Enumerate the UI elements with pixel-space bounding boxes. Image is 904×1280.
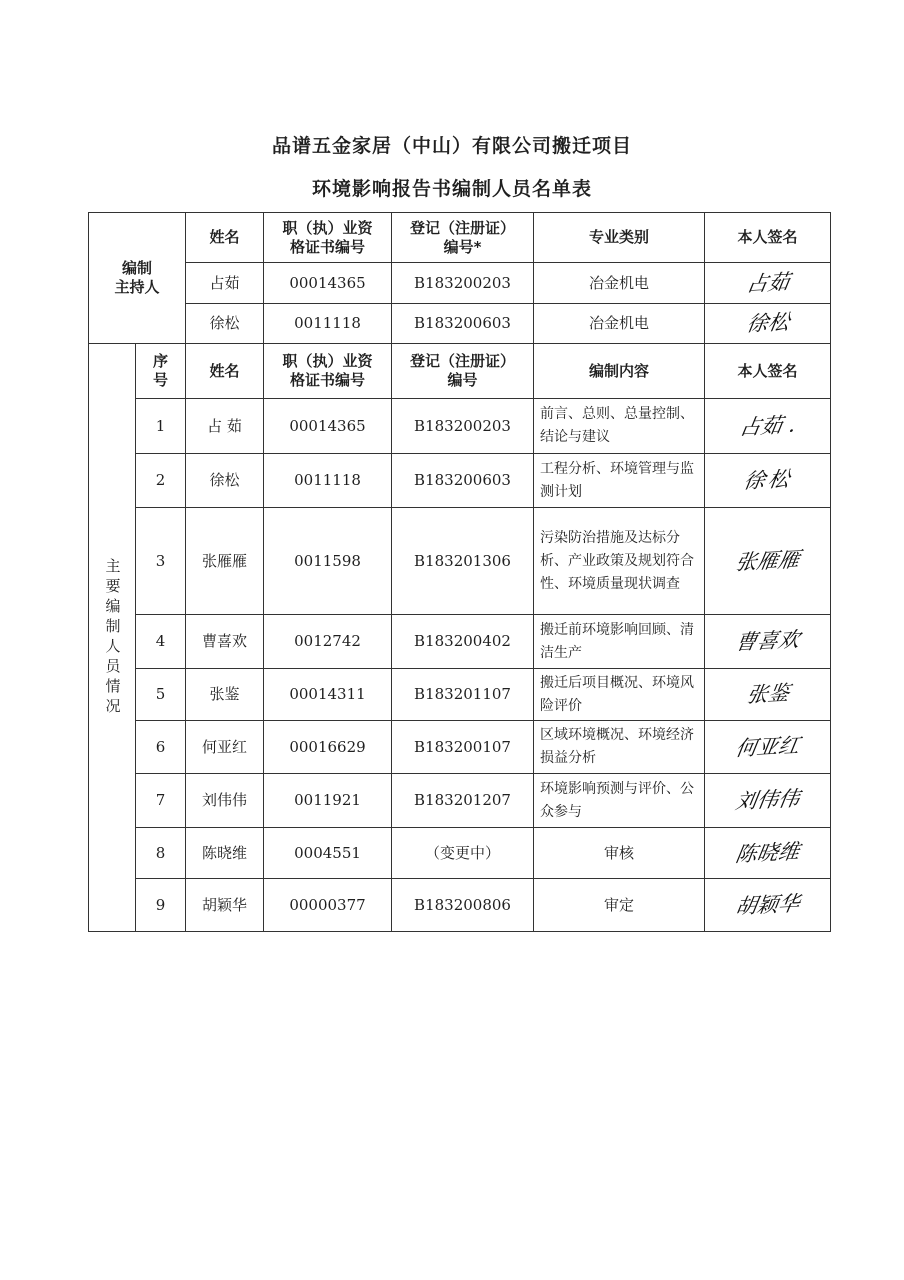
- staff-row: [89, 828, 831, 879]
- personnel-table: [88, 212, 831, 932]
- header-category: 专业类别: [534, 213, 705, 263]
- host-row: [89, 304, 831, 344]
- staff-cert: 00000377: [264, 879, 392, 932]
- host-signature: 徐松: [705, 304, 831, 344]
- host-category: 冶金机电: [534, 263, 705, 304]
- hosts-header-row: [89, 213, 831, 263]
- staff-cert: 0012742: [264, 615, 392, 669]
- header-name: 姓名: [186, 344, 264, 399]
- staff-seq: 2: [136, 454, 186, 508]
- header-signature: 本人签名: [705, 344, 831, 399]
- staff-name: 陈晓维: [186, 828, 264, 879]
- staff-row: [89, 454, 831, 508]
- staff-seq: 6: [136, 721, 186, 774]
- staff-reg: B183201207: [392, 774, 534, 828]
- staff-name: 何亚红: [186, 721, 264, 774]
- staff-section-label: 主要编制人员情况: [89, 344, 136, 932]
- host-name: 占茹: [186, 263, 264, 304]
- staff-row: [89, 399, 831, 454]
- staff-cert: 00014365: [264, 399, 392, 454]
- staff-reg: B183201306: [392, 508, 534, 615]
- staff-reg: （变更中）: [392, 828, 534, 879]
- header-content: 编制内容: [534, 344, 705, 399]
- staff-signature: 曹喜欢: [705, 615, 831, 669]
- staff-name: 徐松: [186, 454, 264, 508]
- staff-row: [89, 774, 831, 828]
- staff-cert: 00014311: [264, 669, 392, 721]
- staff-content: 环境影响预测与评价、公众参与: [534, 774, 705, 828]
- staff-content: 区域环境概况、环境经济损益分析: [534, 721, 705, 774]
- staff-signature: 胡颖华: [705, 879, 831, 932]
- host-category: 冶金机电: [534, 304, 705, 344]
- host-cert: 0011118: [264, 304, 392, 344]
- staff-signature: 陈晓维: [705, 828, 831, 879]
- staff-name: 曹喜欢: [186, 615, 264, 669]
- staff-content: 审核: [534, 828, 705, 879]
- host-row: [89, 263, 831, 304]
- staff-reg: B183200603: [392, 454, 534, 508]
- staff-cert: 0011921: [264, 774, 392, 828]
- staff-content: 审定: [534, 879, 705, 932]
- staff-content: 搬迁后项目概况、环境风险评价: [534, 669, 705, 721]
- staff-seq: 4: [136, 615, 186, 669]
- staff-reg: B183200203: [392, 399, 534, 454]
- staff-name: 胡颖华: [186, 879, 264, 932]
- host-reg: B183200603: [392, 304, 534, 344]
- hosts-section-label: 编制 主持人: [89, 213, 186, 344]
- staff-seq: 5: [136, 669, 186, 721]
- staff-reg: B183200402: [392, 615, 534, 669]
- header-name: 姓名: [186, 213, 264, 263]
- header-cert: 职（执）业资 格证书编号: [264, 213, 392, 263]
- staff-reg: B183200107: [392, 721, 534, 774]
- staff-row: [89, 508, 831, 615]
- staff-signature: 张鉴: [705, 669, 831, 721]
- staff-seq: 3: [136, 508, 186, 615]
- header-reg: 登记（注册证） 编号*: [392, 213, 534, 263]
- staff-name: 张雁雁: [186, 508, 264, 615]
- staff-name: 张鉴: [186, 669, 264, 721]
- header-reg: 登记（注册证） 编号: [392, 344, 534, 399]
- staff-seq: 8: [136, 828, 186, 879]
- staff-signature: 何亚红: [705, 721, 831, 774]
- staff-content: 污染防治措施及达标分析、产业政策及规划符合性、环境质量现状调查: [534, 508, 705, 615]
- staff-row: [89, 669, 831, 721]
- staff-cert: 0011598: [264, 508, 392, 615]
- staff-cert: 00016629: [264, 721, 392, 774]
- staff-name: 刘伟伟: [186, 774, 264, 828]
- staff-content: 搬迁前环境影响回顾、清洁生产: [534, 615, 705, 669]
- staff-row: [89, 879, 831, 932]
- document-title: 品谱五金家居（中山）有限公司搬迁项目: [271, 135, 632, 157]
- staff-seq: 9: [136, 879, 186, 932]
- staff-content: 工程分析、环境管理与监测计划: [534, 454, 705, 508]
- staff-cert: 0011118: [264, 454, 392, 508]
- staff-signature: 徐松: [705, 454, 831, 508]
- document-subtitle: 环境影响报告书编制人员名单表: [311, 178, 592, 200]
- staff-cert: 0004551: [264, 828, 392, 879]
- staff-signature: 刘伟伟: [705, 774, 831, 828]
- header-seq: 序 号: [136, 344, 186, 399]
- staff-reg: B183201107: [392, 669, 534, 721]
- staff-signature: 张雁雁: [705, 508, 831, 615]
- staff-content: 前言、总则、总量控制、结论与建议: [534, 399, 705, 454]
- staff-row: [89, 721, 831, 774]
- host-cert: 00014365: [264, 263, 392, 304]
- staff-seq: 7: [136, 774, 186, 828]
- host-reg: B183200203: [392, 263, 534, 304]
- staff-row: [89, 615, 831, 669]
- staff-name: 占 茹: [186, 399, 264, 454]
- header-signature: 本人签名: [705, 213, 831, 263]
- host-signature: 占茹: [705, 263, 831, 304]
- header-cert: 职（执）业资 格证书编号: [264, 344, 392, 399]
- host-name: 徐松: [186, 304, 264, 344]
- staff-signature: 占茹 .: [705, 399, 831, 454]
- staff-reg: B183200806: [392, 879, 534, 932]
- staff-seq: 1: [136, 399, 186, 454]
- staff-header-row: [89, 344, 831, 399]
